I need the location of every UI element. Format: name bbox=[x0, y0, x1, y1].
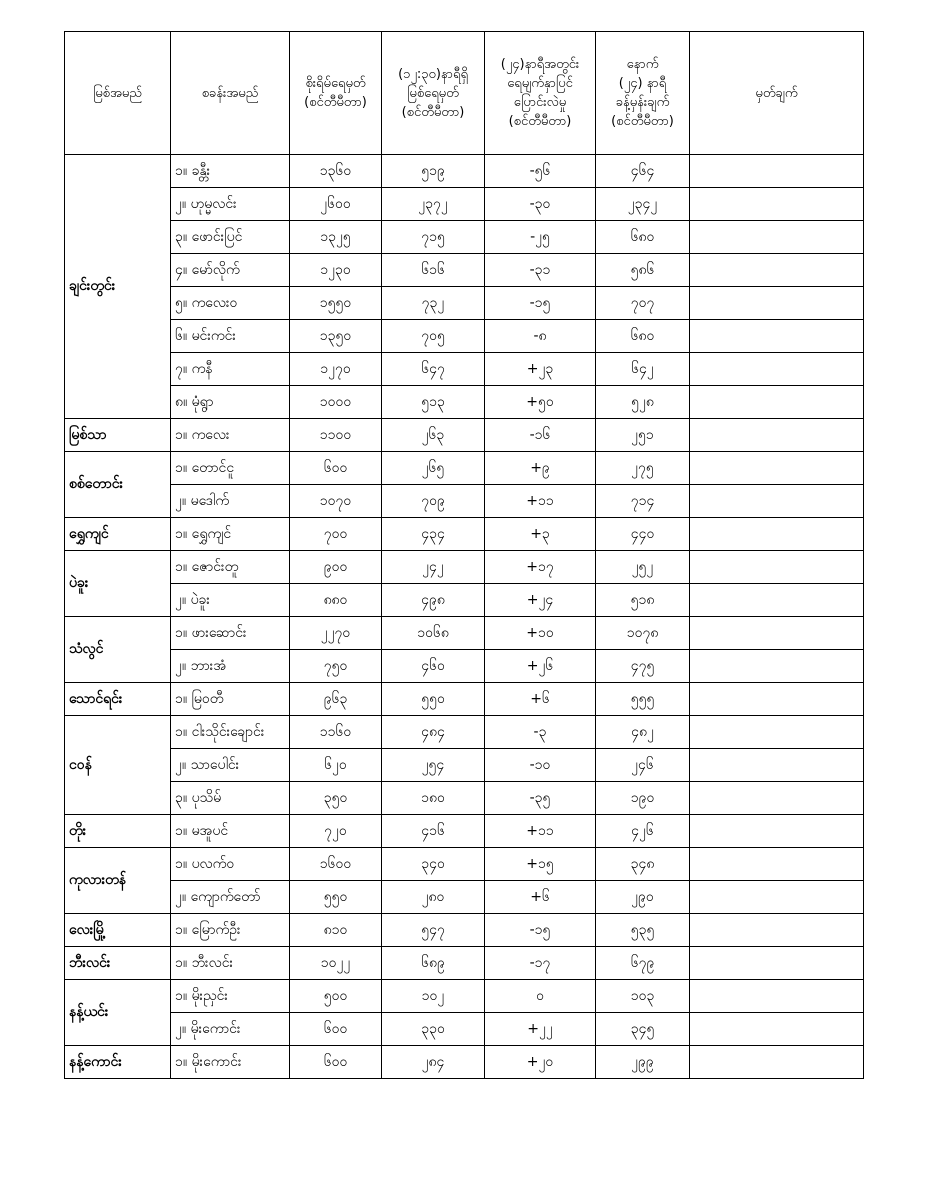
river-name-cell: ပဲခူး bbox=[65, 551, 171, 617]
remark-cell bbox=[690, 815, 864, 848]
danger-level-cell: ၂၆၀၀ bbox=[290, 188, 382, 221]
remark-cell bbox=[690, 386, 864, 419]
station-name-cell: ၂။ ပဲခူး bbox=[171, 584, 290, 617]
forecast-cell: ၄၈၂ bbox=[596, 716, 690, 749]
table-row bbox=[65, 1013, 864, 1046]
level-change-cell: -၁၅ bbox=[485, 287, 596, 320]
level-change-cell: +၆ bbox=[485, 881, 596, 914]
water-level-cell: ၁၈၀ bbox=[382, 782, 485, 815]
forecast-cell: ၄၆၄ bbox=[596, 155, 690, 188]
remark-cell bbox=[690, 320, 864, 353]
table-row bbox=[65, 353, 864, 386]
station-name-cell: ၄။ မော်လိုက် bbox=[171, 254, 290, 287]
water-level-cell: ၁၀၂ bbox=[382, 980, 485, 1013]
forecast-cell: ၅၈၆ bbox=[596, 254, 690, 287]
station-name-cell: ၂။ ကျောက်တော် bbox=[171, 881, 290, 914]
level-change-cell: +၂၄ bbox=[485, 584, 596, 617]
forecast-cell: ၁၀၇၈ bbox=[596, 617, 690, 650]
danger-level-cell: ၈၁၀ bbox=[290, 914, 382, 947]
danger-level-cell: ၇၂၀ bbox=[290, 815, 382, 848]
danger-level-cell: ၁၂၃၀ bbox=[290, 254, 382, 287]
danger-level-cell: ၁၅၅၀ bbox=[290, 287, 382, 320]
water-level-cell: ၄၈၄ bbox=[382, 716, 485, 749]
remark-cell bbox=[690, 221, 864, 254]
table-row bbox=[65, 155, 864, 188]
remark-cell bbox=[690, 452, 864, 485]
danger-level-cell: ၁၁၀၀ bbox=[290, 419, 382, 452]
river-name-cell: နန့်ယင်း bbox=[65, 980, 171, 1046]
level-change-cell: -၁၅ bbox=[485, 914, 596, 947]
water-level-cell: ၂၈၄ bbox=[382, 1046, 485, 1079]
station-name-cell: ၁။ မိုးကောင်း bbox=[171, 1046, 290, 1079]
water-level-cell: ၅၅၀ bbox=[382, 683, 485, 716]
table-row bbox=[65, 452, 864, 485]
level-change-cell: +၂၂ bbox=[485, 1013, 596, 1046]
table-row bbox=[65, 386, 864, 419]
danger-level-cell: ၁၀၂၂ bbox=[290, 947, 382, 980]
river-name-cell: လေးမြို့ bbox=[65, 914, 171, 947]
forecast-cell: ၃၄၈ bbox=[596, 848, 690, 881]
table-row bbox=[65, 617, 864, 650]
level-change-cell: +၁၇ bbox=[485, 551, 596, 584]
forecast-cell: ၃၄၅ bbox=[596, 1013, 690, 1046]
table-row bbox=[65, 881, 864, 914]
danger-level-cell: ၆၂၀ bbox=[290, 749, 382, 782]
remark-cell bbox=[690, 716, 864, 749]
table-row bbox=[65, 584, 864, 617]
level-change-cell: -၅၆ bbox=[485, 155, 596, 188]
table-row bbox=[65, 221, 864, 254]
danger-level-cell: ၁၀၀၀ bbox=[290, 386, 382, 419]
river-level-table bbox=[64, 31, 864, 1079]
table-row bbox=[65, 188, 864, 221]
water-level-cell: ၃၄၀ bbox=[382, 848, 485, 881]
station-name-cell: ၁။ ပလက်ဝ bbox=[171, 848, 290, 881]
remark-cell bbox=[690, 155, 864, 188]
forecast-cell: ၆၄၂ bbox=[596, 353, 690, 386]
water-level-cell: ၅၁၉ bbox=[382, 155, 485, 188]
remark-cell bbox=[690, 617, 864, 650]
table-row bbox=[65, 485, 864, 518]
water-level-cell: ၄၉၈ bbox=[382, 584, 485, 617]
header-row bbox=[65, 32, 864, 155]
station-name-cell: ၇။ ကနီ bbox=[171, 353, 290, 386]
danger-level-cell: ၆၀၀ bbox=[290, 452, 382, 485]
forecast-cell: ၂၉၀ bbox=[596, 881, 690, 914]
remark-cell bbox=[690, 914, 864, 947]
river-name-cell: နန့်ကောင်း bbox=[65, 1046, 171, 1079]
remark-cell bbox=[690, 881, 864, 914]
forecast-cell: ၆၈၀ bbox=[596, 320, 690, 353]
danger-level-cell: ၆၀၀ bbox=[290, 1046, 382, 1079]
table-row bbox=[65, 683, 864, 716]
header-change: (၂၄)နာရီအတွင်း ရေမျက်နှာပြင် ပြောင်းလဲမှု (စင်တီမီတာ) bbox=[485, 32, 596, 155]
level-change-cell: -၃၀ bbox=[485, 188, 596, 221]
river-name-cell: ရွှေကျင် bbox=[65, 518, 171, 551]
header-station: စခန်းအမည် bbox=[171, 32, 290, 155]
danger-level-cell: ၅၀၀ bbox=[290, 980, 382, 1013]
water-level-cell: ၂၆၃ bbox=[382, 419, 485, 452]
forecast-cell: ၆၈၀ bbox=[596, 221, 690, 254]
station-name-cell: ၂။ သာပေါင်း bbox=[171, 749, 290, 782]
water-level-cell: ၆၁၆ bbox=[382, 254, 485, 287]
level-change-cell: +၆ bbox=[485, 683, 596, 716]
remark-cell bbox=[690, 485, 864, 518]
remark-cell bbox=[690, 287, 864, 320]
level-change-cell: +၁၁ bbox=[485, 815, 596, 848]
water-level-cell: ၃၃၀ bbox=[382, 1013, 485, 1046]
station-name-cell: ၁။ တောင်ငူ bbox=[171, 452, 290, 485]
station-name-cell: ၁။ မအူပင် bbox=[171, 815, 290, 848]
water-level-cell: ၇၀၅ bbox=[382, 320, 485, 353]
river-name-cell: သံလွင် bbox=[65, 617, 171, 683]
remark-cell bbox=[690, 848, 864, 881]
level-change-cell: +၁၀ bbox=[485, 617, 596, 650]
header-forecast: နောက် (၂၄) နာရီ ခန့်မှန်းချက် (စင်တီမီတာ) bbox=[596, 32, 690, 155]
remark-cell bbox=[690, 749, 864, 782]
water-level-cell: ၂၃၇၂ bbox=[382, 188, 485, 221]
station-name-cell: ၃။ ဖောင်းပြင် bbox=[171, 221, 290, 254]
remark-cell bbox=[690, 947, 864, 980]
level-change-cell: ၀ bbox=[485, 980, 596, 1013]
station-name-cell: ၃။ ပုသိမ် bbox=[171, 782, 290, 815]
water-level-cell: ၆၈၉ bbox=[382, 947, 485, 980]
forecast-cell: ၂၃၄၂ bbox=[596, 188, 690, 221]
station-name-cell: ၁။ ခန္တီး bbox=[171, 155, 290, 188]
station-name-cell: ၁။ ဖားဆောင်း bbox=[171, 617, 290, 650]
river-name-cell: သောင်ရင်း bbox=[65, 683, 171, 716]
forecast-cell: ၁၀၃ bbox=[596, 980, 690, 1013]
level-change-cell: -၁၆ bbox=[485, 419, 596, 452]
table-row bbox=[65, 782, 864, 815]
forecast-cell: ၁၉၀ bbox=[596, 782, 690, 815]
danger-level-cell: ၉၆၃ bbox=[290, 683, 382, 716]
forecast-cell: ၇၀၇ bbox=[596, 287, 690, 320]
forecast-cell: ၅၁၈ bbox=[596, 584, 690, 617]
station-name-cell: ၁။ မြောက်ဦး bbox=[171, 914, 290, 947]
level-change-cell: -၃၁ bbox=[485, 254, 596, 287]
station-name-cell: ၂။ မိုးကောင်း bbox=[171, 1013, 290, 1046]
forecast-cell: ၄၄၀ bbox=[596, 518, 690, 551]
danger-level-cell: ၂၂၇၀ bbox=[290, 617, 382, 650]
water-level-cell: ၄၁၆ bbox=[382, 815, 485, 848]
table-row bbox=[65, 320, 864, 353]
forecast-cell: ၄၂၆ bbox=[596, 815, 690, 848]
header-river: မြစ်အမည် bbox=[65, 32, 171, 155]
forecast-cell: ၅၅၅ bbox=[596, 683, 690, 716]
table-row bbox=[65, 518, 864, 551]
table-row bbox=[65, 1046, 864, 1079]
header-danger-level: စိုးရိမ်ရေမှတ် (စင်တီမီတာ) bbox=[290, 32, 382, 155]
danger-level-cell: ၁၁၆၀ bbox=[290, 716, 382, 749]
forecast-cell: ၂၇၅ bbox=[596, 452, 690, 485]
table-row bbox=[65, 980, 864, 1013]
river-name-cell: ငဝန် bbox=[65, 716, 171, 815]
river-name-cell: စစ်တောင်း bbox=[65, 452, 171, 518]
danger-level-cell: ၉၀၀ bbox=[290, 551, 382, 584]
water-level-cell: ၂၈၀ bbox=[382, 881, 485, 914]
station-name-cell: ၈။ မုံရွာ bbox=[171, 386, 290, 419]
danger-level-cell: ၇၅၀ bbox=[290, 650, 382, 683]
remark-cell bbox=[690, 1013, 864, 1046]
remark-cell bbox=[690, 683, 864, 716]
table-row bbox=[65, 419, 864, 452]
remark-cell bbox=[690, 782, 864, 815]
water-level-cell: ၇၃၂ bbox=[382, 287, 485, 320]
station-name-cell: ၅။ ကလေးဝ bbox=[171, 287, 290, 320]
water-level-cell: ၂၅၄ bbox=[382, 749, 485, 782]
forecast-cell: ၂၅၁ bbox=[596, 419, 690, 452]
station-name-cell: ၂။ ဘားအံ bbox=[171, 650, 290, 683]
water-level-cell: ၂၆၅ bbox=[382, 452, 485, 485]
river-name-cell: မြစ်သာ bbox=[65, 419, 171, 452]
remark-cell bbox=[690, 650, 864, 683]
remark-cell bbox=[690, 518, 864, 551]
danger-level-cell: ၁၃၆၀ bbox=[290, 155, 382, 188]
forecast-cell: ၆၇၉ bbox=[596, 947, 690, 980]
station-name-cell: ၁။ ရွှေကျင် bbox=[171, 518, 290, 551]
station-name-cell: ၂။ ဟုမ္မလင်း bbox=[171, 188, 290, 221]
header-water-level: (၁၂:၃၀)နာရီရှိ မြစ်ရေမှတ် (စင်တီမီတာ) bbox=[382, 32, 485, 155]
station-name-cell: ၁။ ဇောင်းတူ bbox=[171, 551, 290, 584]
remark-cell bbox=[690, 551, 864, 584]
table-row bbox=[65, 254, 864, 287]
level-change-cell: -၃၅ bbox=[485, 782, 596, 815]
remark-cell bbox=[690, 419, 864, 452]
station-name-cell: ၁။ ကလေး bbox=[171, 419, 290, 452]
water-level-cell: ၅၁၃ bbox=[382, 386, 485, 419]
water-level-cell: ၁၀၆၈ bbox=[382, 617, 485, 650]
forecast-cell: ၅၂၈ bbox=[596, 386, 690, 419]
danger-level-cell: ၃၅၀ bbox=[290, 782, 382, 815]
table-row bbox=[65, 749, 864, 782]
danger-level-cell: ၁၆၀၀ bbox=[290, 848, 382, 881]
water-level-cell: ၄၆၀ bbox=[382, 650, 485, 683]
remark-cell bbox=[690, 254, 864, 287]
level-change-cell: -၁၀ bbox=[485, 749, 596, 782]
level-change-cell: -၈ bbox=[485, 320, 596, 353]
station-name-cell: ၁။ ဘီးလင်း bbox=[171, 947, 290, 980]
level-change-cell: +၅၀ bbox=[485, 386, 596, 419]
table-row bbox=[65, 848, 864, 881]
forecast-cell: ၂၉၉ bbox=[596, 1046, 690, 1079]
forecast-cell: ၄၇၅ bbox=[596, 650, 690, 683]
level-change-cell: -၁၇ bbox=[485, 947, 596, 980]
river-name-cell: ဘီးလင်း bbox=[65, 947, 171, 980]
station-name-cell: ၁။ ငါးသိုင်းချောင်း bbox=[171, 716, 290, 749]
remark-cell bbox=[690, 353, 864, 386]
danger-level-cell: ၆၀၀ bbox=[290, 1013, 382, 1046]
danger-level-cell: ၁၂၇၀ bbox=[290, 353, 382, 386]
danger-level-cell: ၁၃၅၀ bbox=[290, 320, 382, 353]
forecast-cell: ၅၃၅ bbox=[596, 914, 690, 947]
table-row bbox=[65, 914, 864, 947]
danger-level-cell: ၁၃၂၅ bbox=[290, 221, 382, 254]
header-remark: မှတ်ချက် bbox=[690, 32, 864, 155]
level-change-cell: +၂၃ bbox=[485, 353, 596, 386]
station-name-cell: ၂။ မဒေါက် bbox=[171, 485, 290, 518]
forecast-cell: ၂၄၆ bbox=[596, 749, 690, 782]
level-change-cell: +၉ bbox=[485, 452, 596, 485]
level-change-cell: -၂၅ bbox=[485, 221, 596, 254]
forecast-cell: ၇၁၄ bbox=[596, 485, 690, 518]
water-level-cell: ၂၄၂ bbox=[382, 551, 485, 584]
level-change-cell: +၂၆ bbox=[485, 650, 596, 683]
river-name-cell: တိုး bbox=[65, 815, 171, 848]
level-change-cell: -၃ bbox=[485, 716, 596, 749]
level-change-cell: +၂၀ bbox=[485, 1046, 596, 1079]
table-row bbox=[65, 815, 864, 848]
water-level-cell: ၄၃၄ bbox=[382, 518, 485, 551]
table-row bbox=[65, 947, 864, 980]
table-row bbox=[65, 551, 864, 584]
station-name-cell: ၆။ မင်းကင်း bbox=[171, 320, 290, 353]
water-level-cell: ၇၀၉ bbox=[382, 485, 485, 518]
remark-cell bbox=[690, 980, 864, 1013]
remark-cell bbox=[690, 584, 864, 617]
station-name-cell: ၁။ မိုးညှင်း bbox=[171, 980, 290, 1013]
level-change-cell: +၁၁ bbox=[485, 485, 596, 518]
level-change-cell: +၁၅ bbox=[485, 848, 596, 881]
table-row bbox=[65, 650, 864, 683]
table-body bbox=[65, 155, 864, 1079]
remark-cell bbox=[690, 188, 864, 221]
level-change-cell: +၃ bbox=[485, 518, 596, 551]
table-row bbox=[65, 716, 864, 749]
water-level-cell: ၆၄၇ bbox=[382, 353, 485, 386]
danger-level-cell: ၁၀၇၀ bbox=[290, 485, 382, 518]
remark-cell bbox=[690, 1046, 864, 1079]
river-name-cell: ချင်းတွင်း bbox=[65, 155, 171, 419]
danger-level-cell: ၅၅၀ bbox=[290, 881, 382, 914]
water-level-cell: ၅၄၇ bbox=[382, 914, 485, 947]
river-name-cell: ကုလားတန် bbox=[65, 848, 171, 914]
danger-level-cell: ၇၀၀ bbox=[290, 518, 382, 551]
water-level-cell: ၇၁၅ bbox=[382, 221, 485, 254]
station-name-cell: ၁။ မြဝတီ bbox=[171, 683, 290, 716]
forecast-cell: ၂၅၂ bbox=[596, 551, 690, 584]
danger-level-cell: ၈၈၀ bbox=[290, 584, 382, 617]
table-row bbox=[65, 287, 864, 320]
